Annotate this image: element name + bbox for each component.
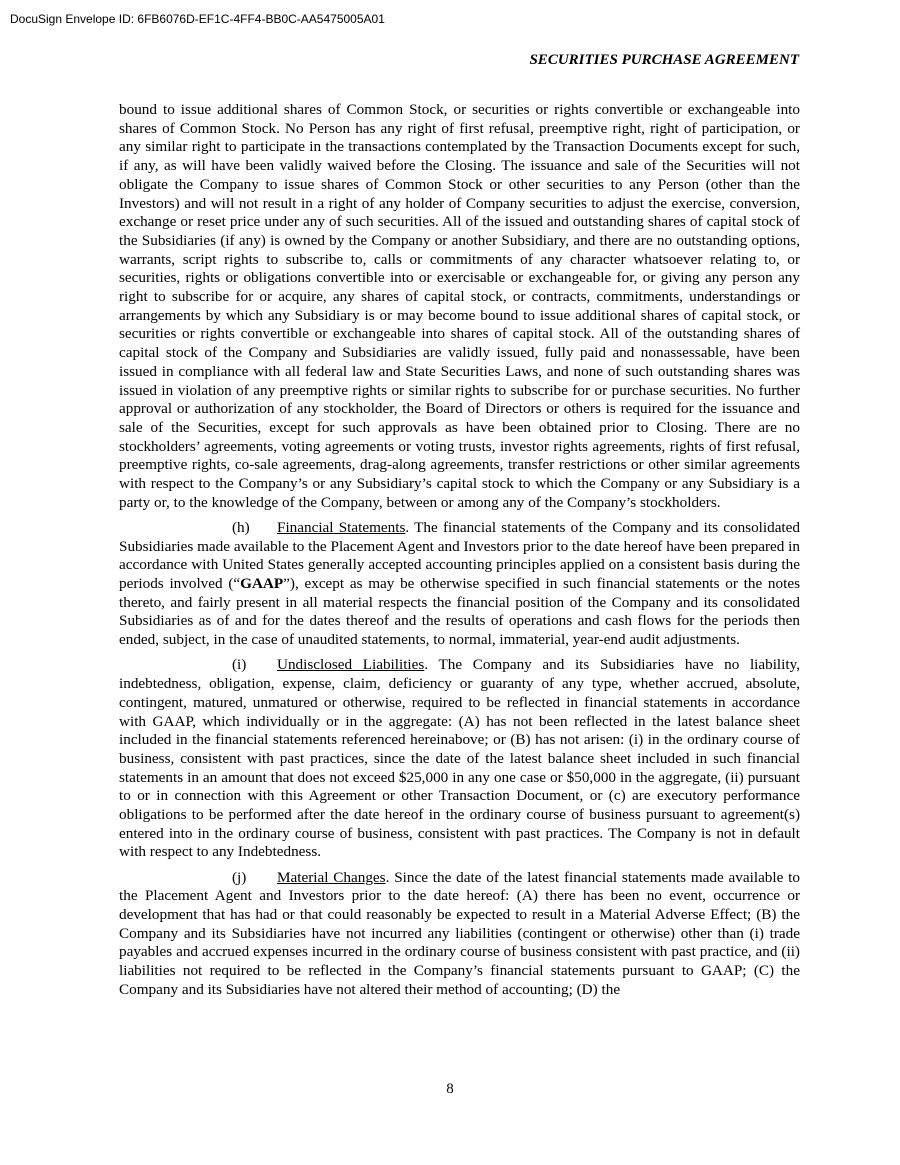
- section-h-financial-statements: [119, 519, 800, 650]
- defined-term: GAAP: [240, 575, 284, 593]
- section-text-continued: ”), except as may be otherwise specified in such financial statements or the notes thereto, and fairly present in all material respects the financial position of the Company and its consolidated Subsidiaries as of and for the dates thereof and the results of operations and cash flows for the periods then ended, subject, in the case of unaudited statements, to normal, immaterial, year-end audit adjustments.: [119, 575, 800, 649]
- section-number: (i): [232, 656, 247, 674]
- paragraph-continuation: bound to issue additional shares of Common Stock, or securities or rights convertible or exchangeable into shares of Common Stock. No Person has any right of first refusal, preemptive right, right of participation, or any similar right to participate in the transactions contemplated by the Transaction Documents except for such, if any, as will have been validly waived before the Closing. The issuance and sale of the Securities will not obligate the Company to issue shares of Common Stock or other securities to any Person (other than the Investors) and will not result in a right of any holder of Company securities to adjust the exercise, conversion, exchange or reset price under any of such securities. All of the issued and outstanding shares of capital stock of the Subsidiaries (if any) is owned by the Company or another Subsidiary, and there are no outstanding options, warrants, script rights to subscribe to, calls or commitments of any character whatsoever relating to, or securities, rights or obligations convertible into or exercisable or exchangeable for, or giving any person any right to subscribe for or acquire, any shares of capital stock, or contracts, commitments, understandings or arrangements by which any Subsidiary is or may become bound to issue additional shares of capital stock, or securities or rights convertible or exchangeable into shares of capital stock. All of the outstanding shares of capital stock of the Company and Subsidiaries are validly issued, fully paid and nonassessable, have been issued in compliance with all federal law and State Securities Laws, and none of such outstanding shares was issued in violation of any preemptive rights or similar rights to subscribe for or purchase securities. No further approval or authorization of any stockholder, the Board of Directors or others is required for the issuance and sale of the Securities, except for such approvals as have been obtained prior to Closing. There are no stockholders’ agreements, voting agreements or voting trusts, investor rights agreements, rights of first refusal, preemptive rights, co-sale agreements, drag-along agreements, transfer restrictions or other similar agreements with respect to the Company’s or any Subsidiary’s capital stock to which the Company or any Subsidiary is a party or, to the knowledge of the Company, between or among any of the Company’s stockholders.: [119, 101, 800, 511]
- section-heading: Material Changes: [277, 868, 386, 886]
- page-number: 8: [446, 1081, 454, 1097]
- section-i-undisclosed-liabilities: [119, 656, 800, 862]
- section-heading: Undisclosed Liabilities: [277, 656, 425, 674]
- section-text: . The Company and its Subsidiaries have no liability, indebtedness, obligation, expense, claim, deficiency or guaranty of any type, whether accrued, absolute, contingent, matured, unmatured or otherwise, required to be reflected in financial statements in accordance with GAAP, which individually or in the aggregate: (A) has not been reflected in the latest balance sheet included in the financial statements referenced hereinabove; or (B) has not arisen: (i) in the ordinary course of business, consistent with past practices, since the date of the latest balance sheet included in such financial statements in an amount that does not exceed $25,000 in any one case or $50,000 in the aggregate, (ii) pursuant to or in connection with this Agreement or other Transaction Document, or (c) are executory performance obligations to be performed after the date hereof in the ordinary course of business pursuant to agreement(s) entered into in the ordinary course of business, consistent with past practices. The Company is not in default with respect to any Indebtedness.: [119, 656, 800, 861]
- section-number: (h): [232, 518, 250, 536]
- section-text: . Since the date of the latest financial statements made available to the Placement Agent and Investors prior to the date hereof: (A) there has been no event, occurrence or development that has had or that could reasonably be expected to result in a Material Adverse Effect; (B) the Company and its Subsidiaries have not incurred any liabilities (contingent or otherwise) other than (i) trade payables and accrued expenses incurred in the ordinary course of business consistent with past practice, and (ii) liabilities not required to be reflected in the Company’s financial statements pursuant to GAAP; (C) the Company and its Subsidiaries have not altered their method of accounting; (D) the: [119, 868, 800, 998]
- page-header-title: SECURITIES PURCHASE AGREEMENT: [529, 52, 799, 68]
- document-body: [119, 101, 800, 1006]
- section-text: . The financial statements of the Company and its consolidated Subsidiaries made available to the Placement Agent and Investors prior to the date hereof have been prepared in accordance with United States generally accepted accounting principles applied on a consistent basis during the periods involved (“: [119, 518, 800, 593]
- docusign-envelope-id: DocuSign Envelope ID: 6FB6076D-EF1C-4FF4-BB0C-AA5475005A01: [10, 12, 385, 26]
- section-j-material-changes: [119, 869, 800, 1000]
- section-number: (j): [232, 868, 247, 886]
- section-heading: Financial Statements: [277, 518, 406, 536]
